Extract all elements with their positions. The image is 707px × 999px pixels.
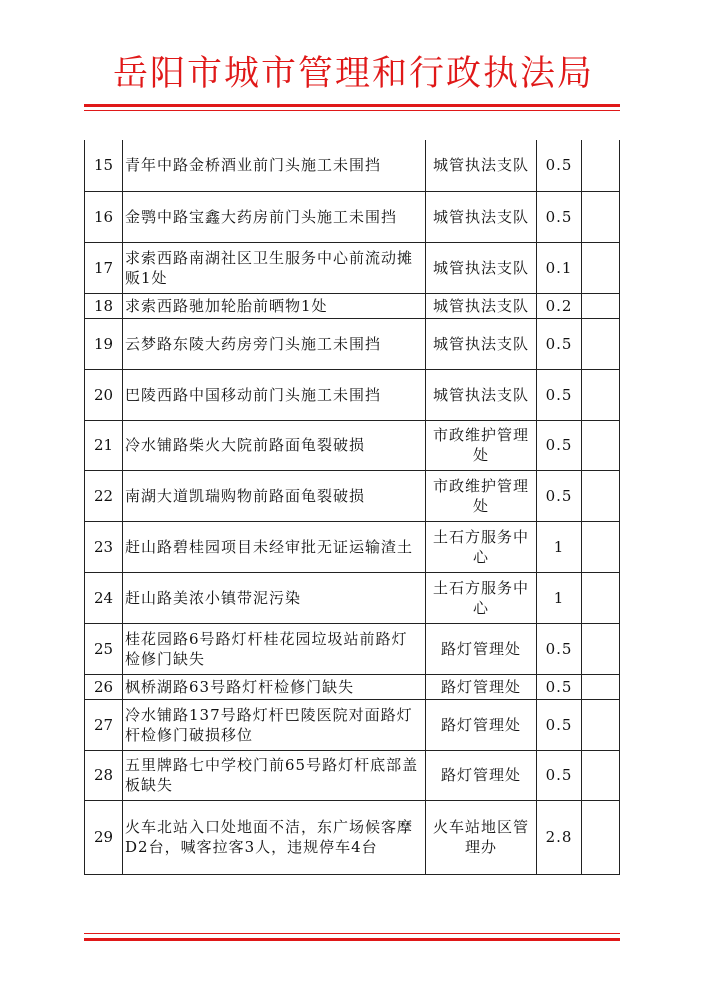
row-number: 29: [85, 800, 123, 874]
row-score: 1: [537, 572, 582, 623]
row-number: 26: [85, 674, 123, 699]
row-issue: 金鹗中路宝鑫大药房前门头施工未围挡: [123, 191, 426, 242]
row-issue: 赶山路美浓小镇带泥污染: [123, 572, 426, 623]
row-remark: [582, 572, 620, 623]
row-score: 0.5: [537, 318, 582, 369]
row-issue: 青年中路金桥酒业前门头施工未围挡: [123, 140, 426, 191]
row-issue: 桂花园路6号路灯杆桂花园垃圾站前路灯检修门缺失: [123, 623, 426, 674]
row-score: 2.8: [537, 800, 582, 874]
row-remark: [582, 369, 620, 420]
row-score: 0.5: [537, 369, 582, 420]
row-unit: 火车站地区管理办: [426, 800, 537, 874]
row-unit: 城管执法支队: [426, 293, 537, 318]
row-unit: 市政维护管理处: [426, 420, 537, 470]
row-score: 0.1: [537, 242, 582, 293]
row-unit: 城管执法支队: [426, 318, 537, 369]
table-row: [85, 674, 620, 699]
row-score: 0.5: [537, 674, 582, 699]
data-table: [84, 140, 620, 875]
table-row: [85, 750, 620, 800]
row-remark: [582, 140, 620, 191]
row-unit: 土石方服务中心: [426, 521, 537, 572]
row-score: 0.2: [537, 293, 582, 318]
row-number: 19: [85, 318, 123, 369]
row-unit: 城管执法支队: [426, 191, 537, 242]
row-unit: 路灯管理处: [426, 623, 537, 674]
table-row: [85, 242, 620, 293]
row-number: 16: [85, 191, 123, 242]
table-row: [85, 140, 620, 191]
footer-rule-thin: [84, 933, 620, 934]
row-remark: [582, 521, 620, 572]
table-row: [85, 420, 620, 470]
row-unit: 土石方服务中心: [426, 572, 537, 623]
table-row: [85, 191, 620, 242]
table-row: [85, 369, 620, 420]
row-score: 1: [537, 521, 582, 572]
row-unit: 路灯管理处: [426, 750, 537, 800]
row-number: 28: [85, 750, 123, 800]
header-rule-thick: [84, 104, 620, 107]
row-remark: [582, 191, 620, 242]
row-unit: 城管执法支队: [426, 369, 537, 420]
row-remark: [582, 750, 620, 800]
row-issue: 五里牌路七中学校门前65号路灯杆底部盖板缺失: [123, 750, 426, 800]
table-row: [85, 699, 620, 750]
row-score: 0.5: [537, 470, 582, 521]
footer-rule-thick: [84, 938, 620, 941]
row-issue: 南湖大道凯瑞购物前路面龟裂破损: [123, 470, 426, 521]
row-number: 21: [85, 420, 123, 470]
row-number: 20: [85, 369, 123, 420]
table-row: [85, 800, 620, 874]
row-score: 0.5: [537, 191, 582, 242]
row-unit: 路灯管理处: [426, 699, 537, 750]
row-score: 0.5: [537, 420, 582, 470]
row-issue: 求索西路驰加轮胎前晒物1处: [123, 293, 426, 318]
row-number: 15: [85, 140, 123, 191]
row-number: 18: [85, 293, 123, 318]
row-unit: 市政维护管理处: [426, 470, 537, 521]
row-number: 23: [85, 521, 123, 572]
table-row: [85, 623, 620, 674]
row-issue: 冷水铺路柴火大院前路面龟裂破损: [123, 420, 426, 470]
row-remark: [582, 242, 620, 293]
row-remark: [582, 674, 620, 699]
row-remark: [582, 470, 620, 521]
row-issue: 求索西路南湖社区卫生服务中心前流动摊贩1处: [123, 242, 426, 293]
row-issue: 枫桥湖路63号路灯杆检修门缺失: [123, 674, 426, 699]
row-number: 17: [85, 242, 123, 293]
header-rule-thin: [84, 110, 620, 111]
row-score: 0.5: [537, 699, 582, 750]
row-number: 22: [85, 470, 123, 521]
row-issue: 赶山路碧桂园项目未经审批无证运输渣土: [123, 521, 426, 572]
page-title: 岳阳市城市管理和行政执法局: [112, 54, 594, 94]
table-row: [85, 318, 620, 369]
row-score: 0.5: [537, 623, 582, 674]
row-unit: 路灯管理处: [426, 674, 537, 699]
table-row: [85, 572, 620, 623]
row-unit: 城管执法支队: [426, 242, 537, 293]
row-number: 25: [85, 623, 123, 674]
row-issue: 冷水铺路137号路灯杆巴陵医院对面路灯杆检修门破损移位: [123, 699, 426, 750]
row-remark: [582, 699, 620, 750]
row-issue: 巴陵西路中国移动前门头施工未围挡: [123, 369, 426, 420]
table-row: [85, 521, 620, 572]
row-issue: 火车北站入口处地面不洁，东广场候客摩D2台，喊客拉客3人，违规停车4台: [123, 800, 426, 874]
row-remark: [582, 800, 620, 874]
row-issue: 云梦路东陵大药房旁门头施工未围挡: [123, 318, 426, 369]
row-remark: [582, 318, 620, 369]
row-remark: [582, 293, 620, 318]
row-remark: [582, 420, 620, 470]
row-remark: [582, 623, 620, 674]
table-row: [85, 293, 620, 318]
row-unit: 城管执法支队: [426, 140, 537, 191]
row-number: 27: [85, 699, 123, 750]
row-score: 0.5: [537, 140, 582, 191]
row-number: 24: [85, 572, 123, 623]
table-row: [85, 470, 620, 521]
row-score: 0.5: [537, 750, 582, 800]
